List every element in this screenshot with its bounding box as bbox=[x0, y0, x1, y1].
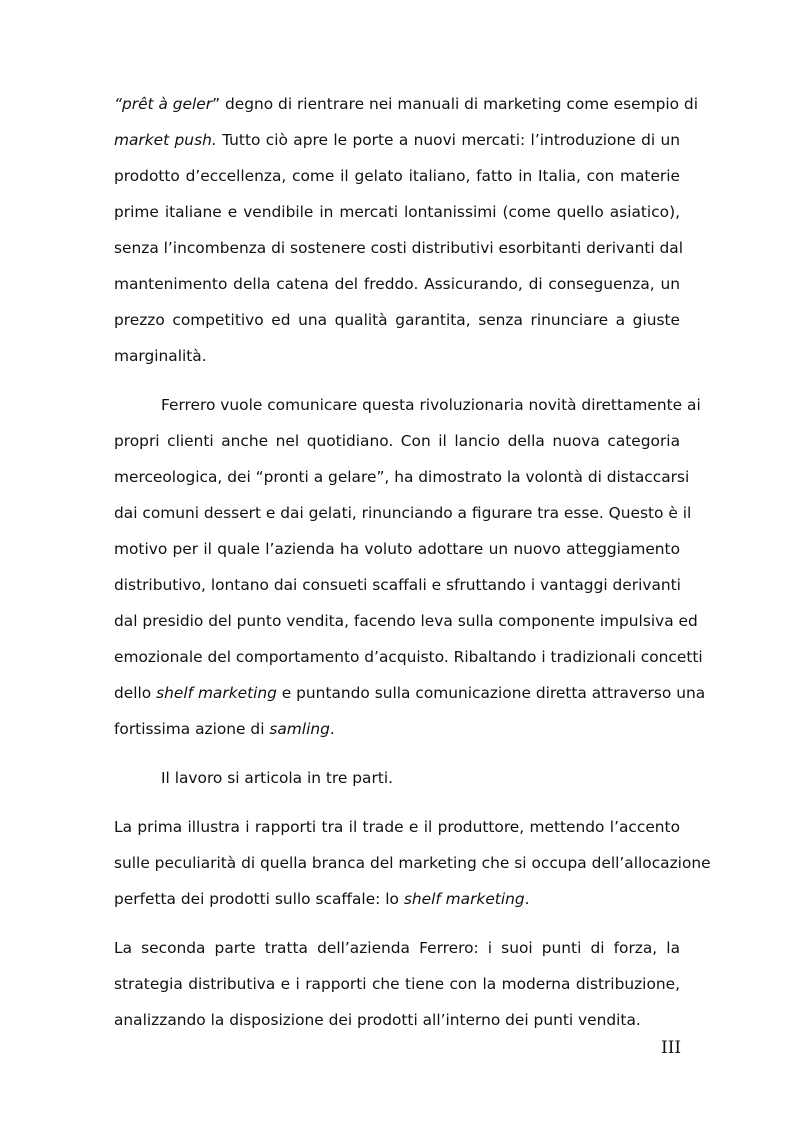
text-line: prime italiane e vendibile in mercati lontanissimi (come quello asiatico), bbox=[114, 203, 680, 221]
text-line: marginalità. bbox=[114, 347, 207, 365]
italic-text: shelf marketing bbox=[156, 684, 277, 702]
page-number: III bbox=[661, 1038, 682, 1058]
paragraph-3 bbox=[114, 760, 680, 796]
paragraph-2 bbox=[114, 387, 706, 747]
line-text: e puntando sulla comunicazione diretta attraverso una bbox=[276, 684, 706, 702]
text-line: merceologica, dei “pronti a gelare”, ha dimostrato la volontà di distaccarsi bbox=[114, 468, 690, 486]
text-line: propri clienti anche nel quotidiano. Con il lancio della nuova categoria bbox=[114, 432, 680, 450]
text-line: distributivo, lontano dai consueti scaffali e sfruttando i vantaggi derivanti bbox=[114, 576, 681, 594]
text-line: analizzando la disposizione dei prodotti all’interno dei punti vendita. bbox=[114, 1011, 641, 1029]
line-text: dello bbox=[114, 684, 157, 702]
text-line: Ferrero vuole comunicare questa rivoluzionaria novità direttamente ai bbox=[161, 396, 701, 414]
line-text: . bbox=[524, 890, 530, 908]
paragraph-gap bbox=[114, 374, 680, 387]
text-line: prodotto d’eccellenza, come il gelato italiano, fatto in Italia, con materie bbox=[114, 167, 680, 185]
italic-text: market push. bbox=[114, 131, 217, 149]
text-line bbox=[114, 122, 680, 158]
text-line: dal presidio del punto vendita, facendo leva sulla componente impulsiva ed bbox=[114, 612, 698, 630]
text-line: mantenimento della catena del freddo. Assicurando, di conseguenza, un bbox=[114, 275, 680, 293]
paragraph-1 bbox=[114, 86, 698, 374]
line-text: perfetta dei prodotti sullo scaffale: lo bbox=[114, 890, 404, 908]
document-page bbox=[114, 86, 711, 1038]
paragraph-gap bbox=[114, 917, 680, 930]
text-line: dai comuni dessert e dai gelati, rinunciando a figurare tra esse. Questo è il bbox=[114, 504, 692, 522]
line-text: fortissima azione di bbox=[114, 720, 270, 738]
text-line: strategia distributiva e i rapporti che tiene con la moderna distribuzione, bbox=[114, 975, 680, 993]
italic-text: “prêt à geler bbox=[114, 95, 213, 113]
text-line: prezzo competitivo ed una qualità garantita, senza rinunciare a giuste bbox=[114, 311, 680, 329]
paragraph-5 bbox=[114, 930, 680, 1038]
text-line: senza l’incombenza di sostenere costi distributivi esorbitanti derivanti dal bbox=[114, 239, 684, 257]
text-line: La prima illustra i rapporti tra il trade e il produttore, mettendo l’accento bbox=[114, 818, 680, 836]
paragraph-4 bbox=[114, 809, 711, 917]
text-line: La seconda parte tratta dell’azienda Ferrero: i suoi punti di forza, la bbox=[114, 939, 680, 957]
text-line bbox=[114, 86, 698, 122]
italic-text: shelf marketing bbox=[403, 890, 525, 908]
text-line: motivo per il quale l’azienda ha voluto adottare un nuovo atteggiamento bbox=[114, 540, 680, 558]
paragraph-gap bbox=[114, 796, 680, 809]
text-line: sulle peculiarità di quella branca del marketing che si occupa dell’allocazione bbox=[114, 854, 711, 872]
text-line bbox=[114, 675, 706, 711]
text-line: Il lavoro si articola in tre parti. bbox=[161, 769, 394, 787]
text-line bbox=[114, 711, 680, 747]
paragraph-gap bbox=[114, 747, 680, 760]
text-line bbox=[114, 881, 680, 917]
line-text: . bbox=[329, 720, 335, 738]
line-text: Tutto ciò apre le porte a nuovi mercati: l’introduzione di un bbox=[216, 131, 681, 149]
italic-text: samling bbox=[269, 720, 330, 738]
text-line: emozionale del comportamento d’acquisto. Ribaltando i tradizionali concetti bbox=[114, 648, 703, 666]
line-text: ” degno di rientrare nei manuali di marketing come esempio di bbox=[212, 95, 698, 113]
